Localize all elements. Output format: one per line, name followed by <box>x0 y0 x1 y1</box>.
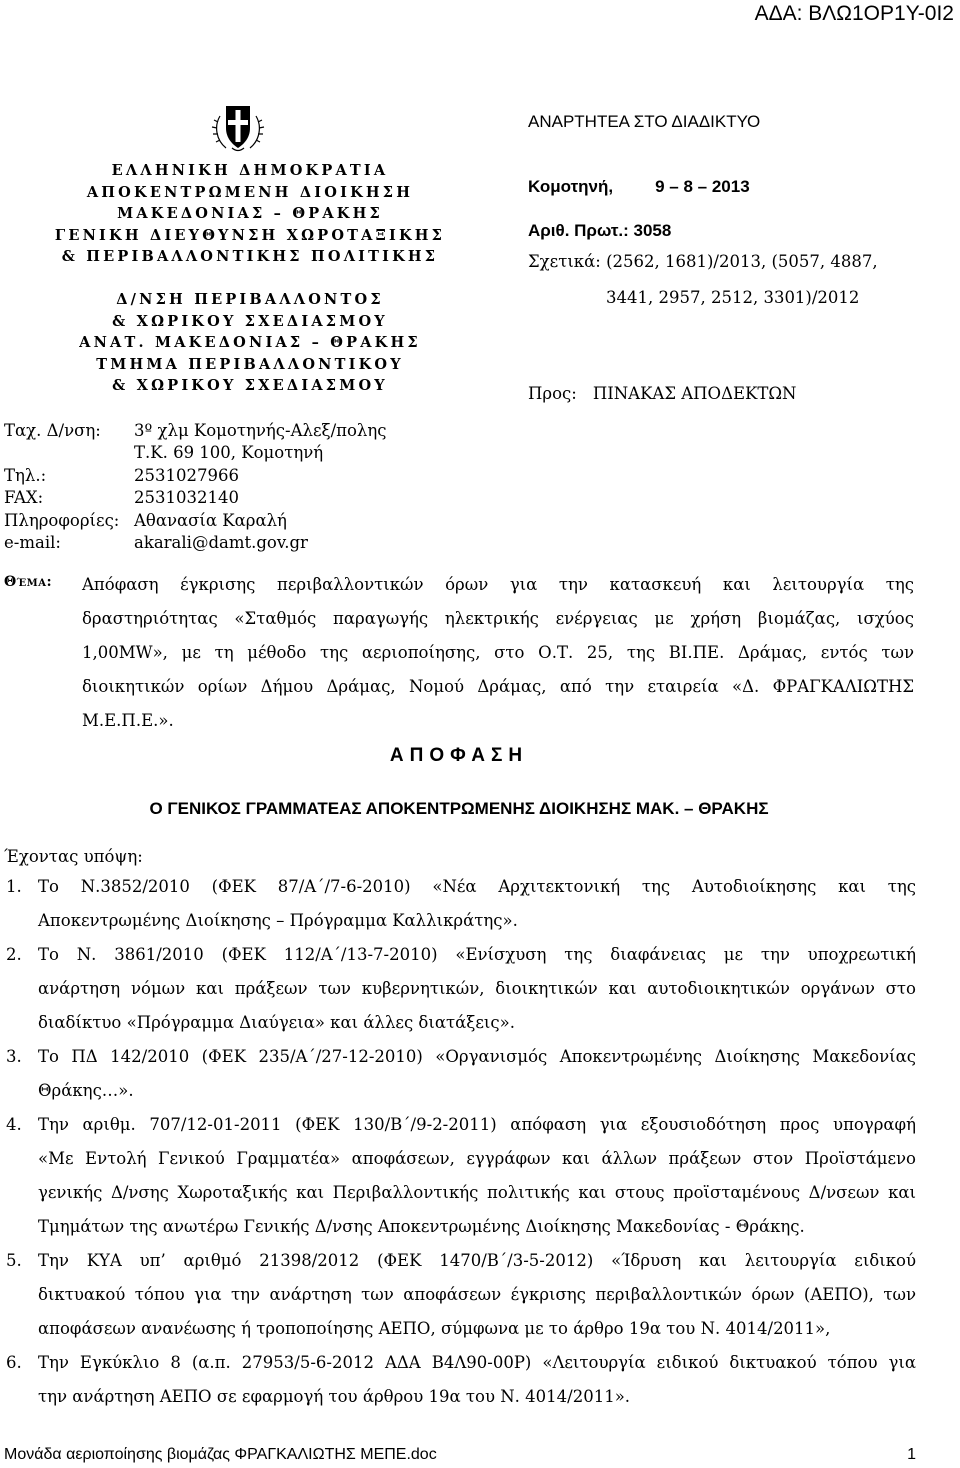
item-line: αποφάσεων ανανέωσης ή τροποποίησης ΑΕΠΟ, σύμφωνα με το άρθρο 19α του Ν. 4014/2011», <box>38 1319 831 1338</box>
item-line: Το Ν.3852/2010 (ΦΕΚ 87/Α΄/7-6-2010) «Νέα Αρχιτεκτονική της Αυτοδιοίκησης και της <box>38 877 916 896</box>
address-line-2: Τ.Κ. 69 100, Κομοτηνή <box>134 443 324 463</box>
page-number: 1 <box>907 1446 916 1463</box>
item-number: 6. <box>6 1353 22 1372</box>
phone-label: Τηλ.: <box>4 465 47 485</box>
address-line-1: 3º χλμ Κομοτηνής-Αλεξ/πολης <box>134 421 387 440</box>
footer-filename: Μονάδα αεριοποίησης βιομάζας ΦΡΑΓΚΑΛΙΩΤΗΣ ΜΕΠΕ.doc <box>4 1446 437 1463</box>
item-line: Την ΚΥΑ υπ’ αριθμό 21398/2012 (ΦΕΚ 1470/Β΄/3-5-2012) «Ίδρυση και λειτουργία ειδικού <box>38 1251 916 1270</box>
item-line: ανάρτηση νόμων και πράξεων των κυβερνητικών, διοικητικών και αυτοδιοικητικών οργάνων στο <box>38 979 916 998</box>
list-item <box>6 870 916 938</box>
org-line: ΑΝΑΤ. ΜΑΚΕΔΟΝΙΑΣ – ΘΡΑΚΗΣ <box>79 334 421 351</box>
list-item <box>6 1108 916 1244</box>
secretary-general-heading: Ο ΓΕΝΙΚΟΣ ΓΡΑΜΜΑΤΕΑΣ ΑΠΟΚΕΝΤΡΩΜΕΝΗΣ ΔΙΟΙΚΗΣΗΣ ΜΑΚ. – ΘΡΑΚΗΣ <box>149 799 769 818</box>
item-line: Το ΠΔ 142/2010 (ΦΕΚ 235/Α΄/27-12-2010) «Οργανισμός Αποκεντρωμένης Διοίκησης Μακεδονίας <box>38 1047 916 1066</box>
legal-basis-list <box>6 870 916 1414</box>
item-number: 4. <box>6 1115 22 1134</box>
item-line: Τμημάτων της ανωτέρω Γενικής Δ/νσης Αποκεντρωμένης Διοίκησης Μακεδονίας - Θράκης. <box>38 1217 805 1236</box>
recipients <box>528 384 796 403</box>
subject-text <box>82 568 914 738</box>
org-line: & ΧΩΡΙΚΟΥ ΣΧΕΔΙΑΣΜΟΥ <box>112 312 388 330</box>
org-line: ΕΛΛΗΝΙΚΗ ΔΗΜΟΚΡΑΤΙΑ <box>111 162 389 179</box>
list-item <box>6 1244 916 1346</box>
info-label: Πληροφορίες: <box>4 510 120 530</box>
subject-line: δραστηριότητας «Σταθμός παραγωγής ηλεκτρικής ενέργειας με χρήση βιομάζας, ισχύος <box>82 609 914 628</box>
list-item <box>6 1346 916 1414</box>
subject-line: Μ.Ε.Π.Ε.». <box>82 711 174 730</box>
greek-coat-of-arms-icon <box>210 96 266 154</box>
org-header-ministry <box>0 160 500 268</box>
item-number: 1. <box>6 877 22 896</box>
ada-code: ΑΔΑ: ΒΛΩ1ΟΡ1Υ-0Ι2 <box>754 2 954 25</box>
fax-label: FAX: <box>4 488 44 508</box>
place-date <box>528 177 750 197</box>
org-line: ΤΜΗΜΑ ΠΕΡΙΒΑΛΛΟΝΤΙΚΟΥ <box>96 355 404 373</box>
phone-value: 2531027966 <box>134 465 239 485</box>
place: Κομοτηνή, <box>528 177 614 196</box>
item-line: «Με Εντολή Γενικού Γραμματέα» αποφάσεων, εγγράφων και άλλων πράξεων στον Προϊστάμενο <box>38 1149 916 1168</box>
item-number: 2. <box>6 945 22 964</box>
org-header-directorate <box>0 289 500 397</box>
item-number: 3. <box>6 1047 22 1066</box>
to-label: Προς: <box>528 384 577 403</box>
item-line: διαδίκτυο «Πρόγραμμα Διαύγεια» και άλλες διατάξεις». <box>38 1013 515 1032</box>
org-line: ΓΕΝΙΚΗ ΔΙΕΥΘΥΝΣΗ ΧΩΡΟΤΑΞΙΚΗΣ <box>54 226 446 244</box>
item-line: Την αριθμ. 707/12-01-2011 (ΦΕΚ 130/Β΄/9-2-2011) απόφαση για εξουσιοδότηση προς υπογραφή <box>38 1115 916 1134</box>
org-line: & ΧΩΡΙΚΟΥ ΣΧΕΔΙΑΣΜΟΥ <box>112 377 388 394</box>
page-footer <box>4 1446 916 1464</box>
subject-line: Απόφαση έγκρισης περιβαλλοντικών όρων για την κατασκευή και λειτουργία της <box>82 575 914 594</box>
subject-line: διοικητικών ορίων Δήμου Δράμας, Νομού Δράμας, από την εταιρεία «Δ. ΦΡΑΓΚΑΛΙΩΤΗΣ <box>82 677 914 696</box>
to-value: ΠΙΝΑΚΑΣ ΑΠΟΔΕΚΤΩΝ <box>592 384 797 403</box>
item-line: Αποκεντρωμένης Διοίκησης – Πρόγραμμα Καλλικράτης». <box>38 911 518 930</box>
subject-line: 1,00MW», με τη μέθοδο της αεριοποίησης, στο Ο.Τ. 25, της ΒΙ.ΠΕ. Δράμας, εντός των <box>82 643 914 662</box>
date: 9 – 8 – 2013 <box>655 177 750 196</box>
email-label: e-mail: <box>4 532 61 552</box>
item-line: Θράκης…». <box>38 1081 134 1100</box>
org-line: ΑΠΟΚΕΝΤΡΩΜΕΝΗ ΔΙΟΙΚΗΣΗ <box>86 183 414 201</box>
item-line: δικτυακού τόπου για την ανάρτηση των αποφάσεων έγκρισης περιβαλλοντικών όρων (ΑΕΠΟ), των <box>38 1285 916 1304</box>
decision-title: ΑΠΟΦΑΣΗ <box>389 745 529 766</box>
org-line: ΜΑΚΕΔΟΝΙΑΣ – ΘΡΑΚΗΣ <box>117 205 383 222</box>
item-line: Το Ν. 3861/2010 (ΦΕΚ 112/Α΄/13-7-2010) «Ενίσχυση της διαφάνειας με την υποχρεωτική <box>38 945 916 964</box>
item-number: 5. <box>6 1251 22 1270</box>
related-line-1: Σχετικά: (2562, 1681)/2013, (5057, 4887, <box>528 252 878 271</box>
protocol-number: Αριθ. Πρωτ.: 3058 <box>528 221 672 240</box>
subject-label: Θέμα: <box>4 574 53 590</box>
email-value: akarali@damt.gov.gr <box>134 532 308 552</box>
fax-value: 2531032140 <box>134 488 239 508</box>
posting-notice: ΑΝΑΡΤΗΤΕΑ ΣΤΟ ΔΙΑΔΙΚΤΥΟ <box>528 112 761 131</box>
org-line: Δ/ΝΣΗ ΠΕΡΙΒΑΛΛΟΝΤΟΣ <box>116 291 384 308</box>
related-line-2: 3441, 2957, 2512, 3301)/2012 <box>606 288 860 307</box>
item-line: την ανάρτηση ΑΕΠΟ σε εφαρμογή του άρθρου 19α του Ν. 4014/2011». <box>38 1387 631 1406</box>
list-item <box>6 1040 916 1108</box>
info-value: Αθανασία Καραλή <box>134 510 287 530</box>
address-label: Ταχ. Δ/νση: <box>4 421 101 440</box>
item-line: Την Εγκύκλιο 8 (α.π. 27953/5-6-2012 ΑΔΑ Β4Λ90-00Ρ) «Λειτουργία ειδικού δικτυακού τόπου για <box>38 1353 916 1372</box>
item-line: γενικής Δ/νσης Χωροταξικής και Περιβαλλοντικής πολιτικής και στους προϊσταμένους Δ/νσεων και <box>38 1183 916 1202</box>
org-line: & ΠΕΡΙΒΑΛΛΟΝΤΙΚΗΣ ΠΟΛΙΤΙΚΗΣ <box>61 248 439 265</box>
list-item <box>6 938 916 1040</box>
having-regard-heading: Έχοντας υπόψη: <box>4 847 143 866</box>
